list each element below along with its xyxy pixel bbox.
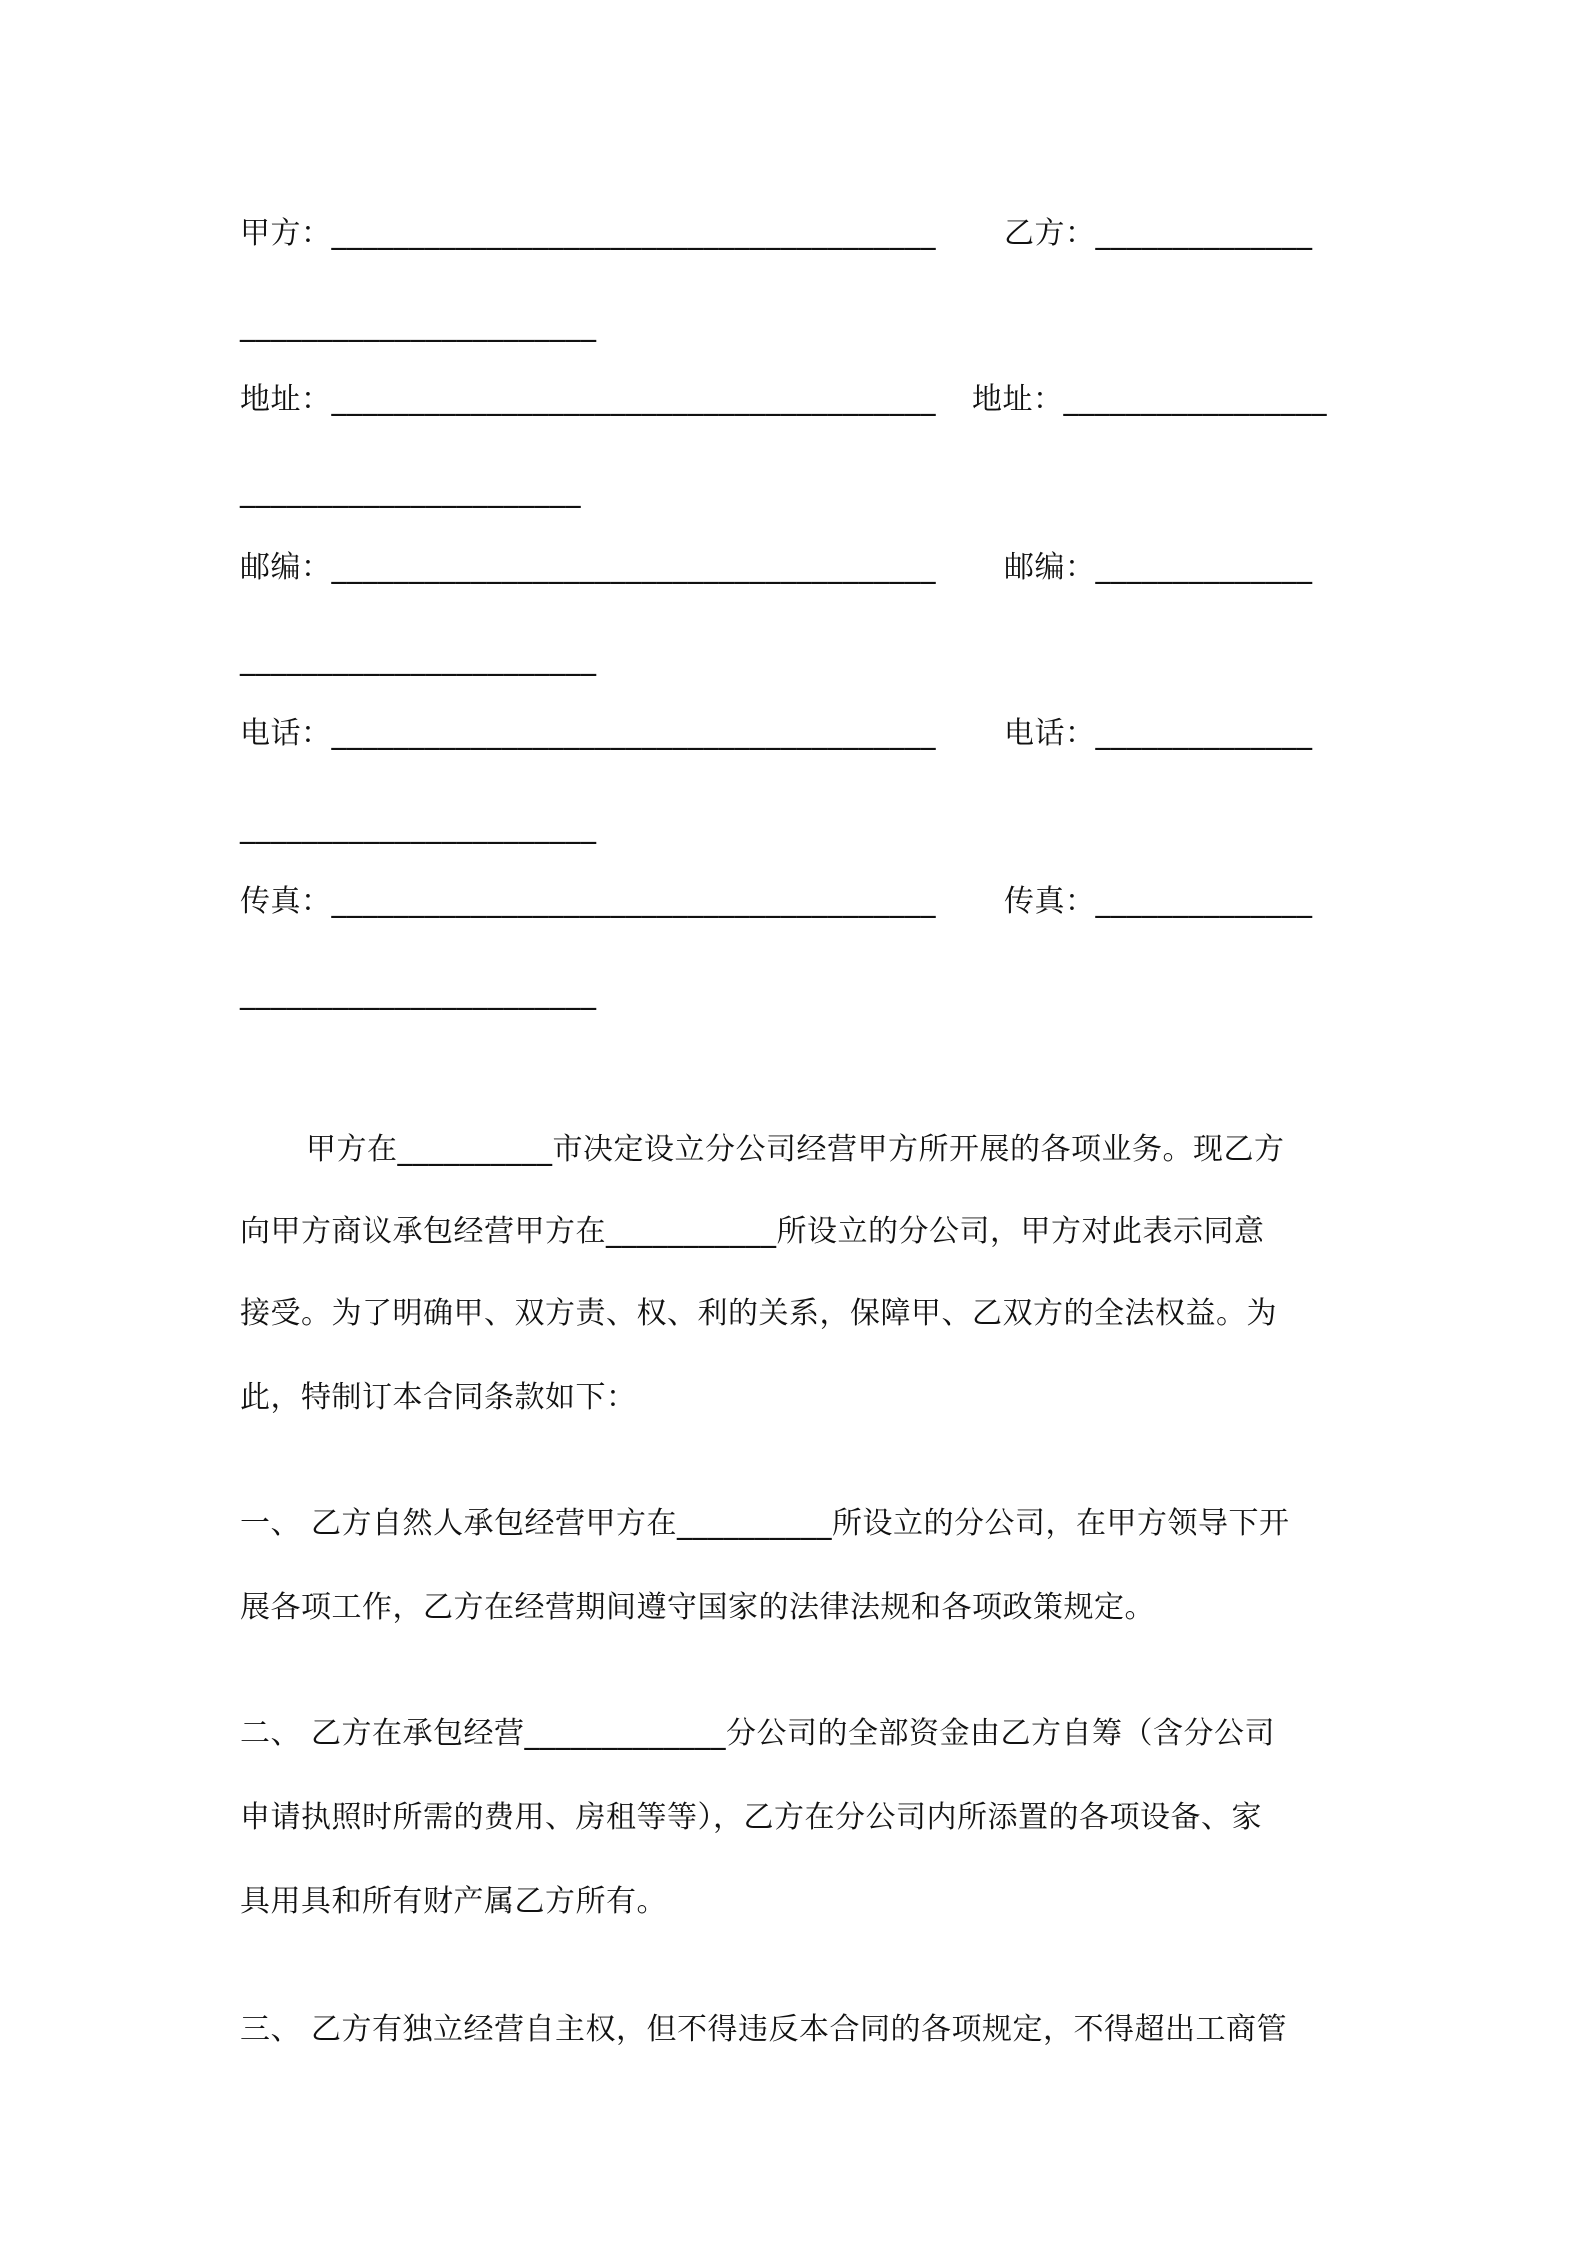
clause-2-line: 申请执照时所需的费用、房租等等），乙方在分公司内所添置的各项设备、家 (240, 1800, 1262, 1835)
intro-line: 甲方在__________市决定设立分公司经营甲方所开展的各项业务。现乙方 (306, 1132, 1285, 1167)
phone-b-field: 电话：______________ (1004, 716, 1313, 751)
party-b-field-continuation: _______________________ (240, 308, 597, 343)
postcode-b-field-continuation: _______________________ (240, 642, 597, 677)
address-b-field: 地址：_________________ (972, 382, 1327, 417)
intro-line: 此，特制订本合同条款如下： (240, 1380, 637, 1415)
phone-a-field: 电话：_______________________________________ (240, 716, 936, 751)
phone-b-field-continuation: _______________________ (240, 810, 597, 845)
address-b-field-continuation: ______________________ (240, 474, 581, 509)
clause-2-line: 二、 乙方在承包经营_____________分公司的全部资金由乙方自筹（含分公司 (240, 1716, 1276, 1751)
party-b-field: 乙方：______________ (1004, 216, 1313, 251)
clause-2-line: 具用具和所有财产属乙方所有。 (240, 1884, 667, 1919)
clause-1-line: 一、 乙方自然人承包经营甲方在__________所设立的分公司，在甲方领导下开 (240, 1506, 1290, 1541)
fax-b-field: 传真：______________ (1004, 884, 1313, 919)
intro-line: 接受。为了明确甲、双方责、权、利的关系，保障甲、乙双方的全法权益。为 (240, 1296, 1277, 1331)
clause-3-line: 三、 乙方有独立经营自主权，但不得违反本合同的各项规定，不得超出工商管 (240, 2012, 1288, 2047)
party-a-field: 甲方：_______________________________________ (240, 216, 936, 251)
fax-b-field-continuation: _______________________ (240, 976, 597, 1011)
clause-1-line: 展各项工作，乙方在经营期间遵守国家的法律法规和各项政策规定。 (240, 1590, 1155, 1625)
fax-a-field: 传真：_______________________________________ (240, 884, 936, 919)
address-a-field: 地址：_______________________________________ (240, 382, 936, 417)
postcode-b-field: 邮编：______________ (1004, 550, 1313, 585)
intro-line: 向甲方商议承包经营甲方在___________所设立的分公司，甲方对此表示同意 (240, 1214, 1265, 1249)
postcode-a-field: 邮编：_______________________________________ (240, 550, 936, 585)
